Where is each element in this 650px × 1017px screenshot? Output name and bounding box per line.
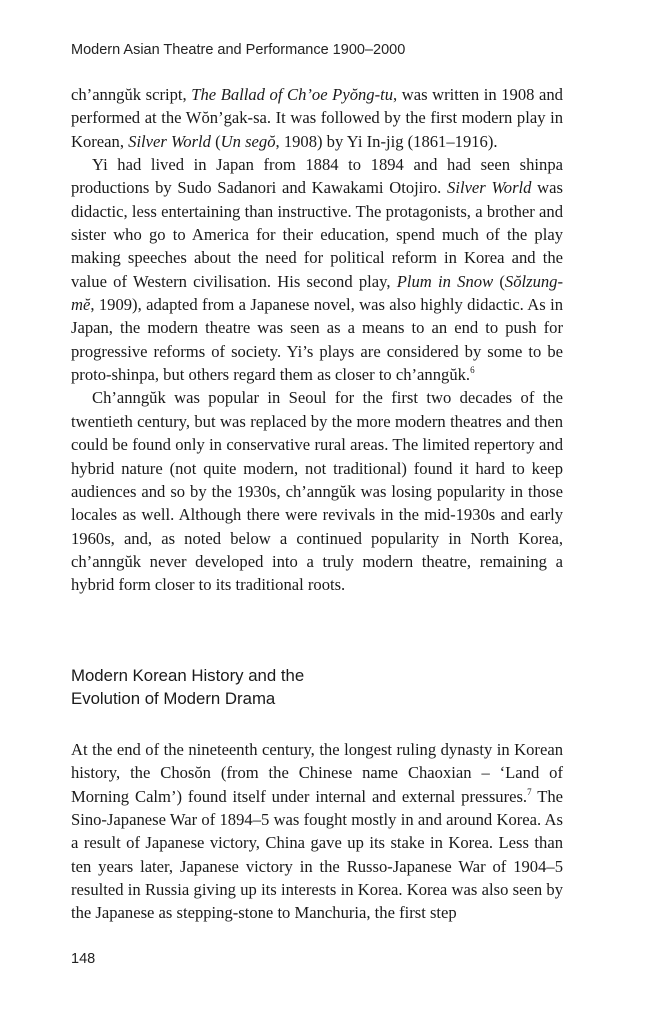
paragraph: ch’anngŭk script, The Ballad of Ch’oe Pyŏng-tu, was written in 1908 and performed at the Wŏn’gak-sa. It was followed by the first modern play in Korean, Silver World (Un segŏ, 1908) by Yi In-jig (1861–1916). <box>71 85 563 151</box>
italic-title: Silver World <box>128 131 211 151</box>
section-heading-line: Modern Korean History and the <box>71 666 305 685</box>
italic-title: Silver World <box>447 178 532 198</box>
page-number: 148 <box>71 951 96 967</box>
paragraph: Ch’anngŭk was popular in Seoul for the first two decades of the twentieth century, but was replaced by the more modern theatres and then could be found only in conservative rural areas. The limited repertory and hybrid nature (not quite modern, not traditional) found it hard to keep audiences and so by the 1930s, ch’anngŭk was losing popularity in those locales as well. Although there were revivals in the mid-1930s and early 1960s, and, as noted below a continued popularity in North Korea, ch’anngŭk never developed into a truly modern theatre, remaining a hybrid form closer to its traditional roots. <box>71 388 563 595</box>
body-text-block <box>71 83 563 597</box>
italic-title: The Ballad of Ch’oe Pyŏng-tu <box>191 85 394 104</box>
italic-title: Un segŏ <box>220 131 276 151</box>
running-head: Modern Asian Theatre and Performance 1900–2000 <box>71 42 406 58</box>
footnote-ref: 7 <box>527 786 532 797</box>
italic-title: Sŏlzung-mĕ <box>71 271 563 315</box>
paragraph: At the end of the nineteenth century, the longest ruling dynasty in Korean history, the Chosŏn (from the Chinese name Chaoxian – ‘Land of Morning Calm’) found itself under internal and external pressures.$^7$ The Sino-Japanese War of 1894–5 was fought mostly in and around Korea. As a result of Japanese victory, China gave up its stake in Korea. Less than ten years later, Japanese victory in the Russo-Japanese War of 1904–5 resulted in Russia giving up its interests in Korea. Korea was also seen by the Japanese as stepping-stone to Manchuria, the first step <box>71 740 563 923</box>
italic-title: Plum in Snow <box>396 271 494 291</box>
footnote-ref: 6 <box>470 365 475 376</box>
paragraph: Yi had lived in Japan from 1884 to 1894 and had seen shinpa productions by Sudo Sadanori and Kawakami Otojiro. Silver World was didactic, less entertaining than instructive. The protagonists, a brother and sister who go to America for their education, spend much of the play making speeches about the need for political reform in Korea and the value of Western civilisation. His second play, Plum in Snow (Sŏlzung-mĕ, 1909), adapted from a Japanese novel, was also highly didactic. As in Japan, the modern theatre was seen as a means to an end to push for progressive reforms of society. Yi’s plays are considered by some to be proto-shinpa, but others regard them as closer to ch’anngŭk.$^6$ <box>71 155 563 385</box>
section-heading-line: Evolution of Modern Drama <box>71 689 276 708</box>
section-heading <box>71 664 563 710</box>
section-text-block <box>71 738 563 925</box>
